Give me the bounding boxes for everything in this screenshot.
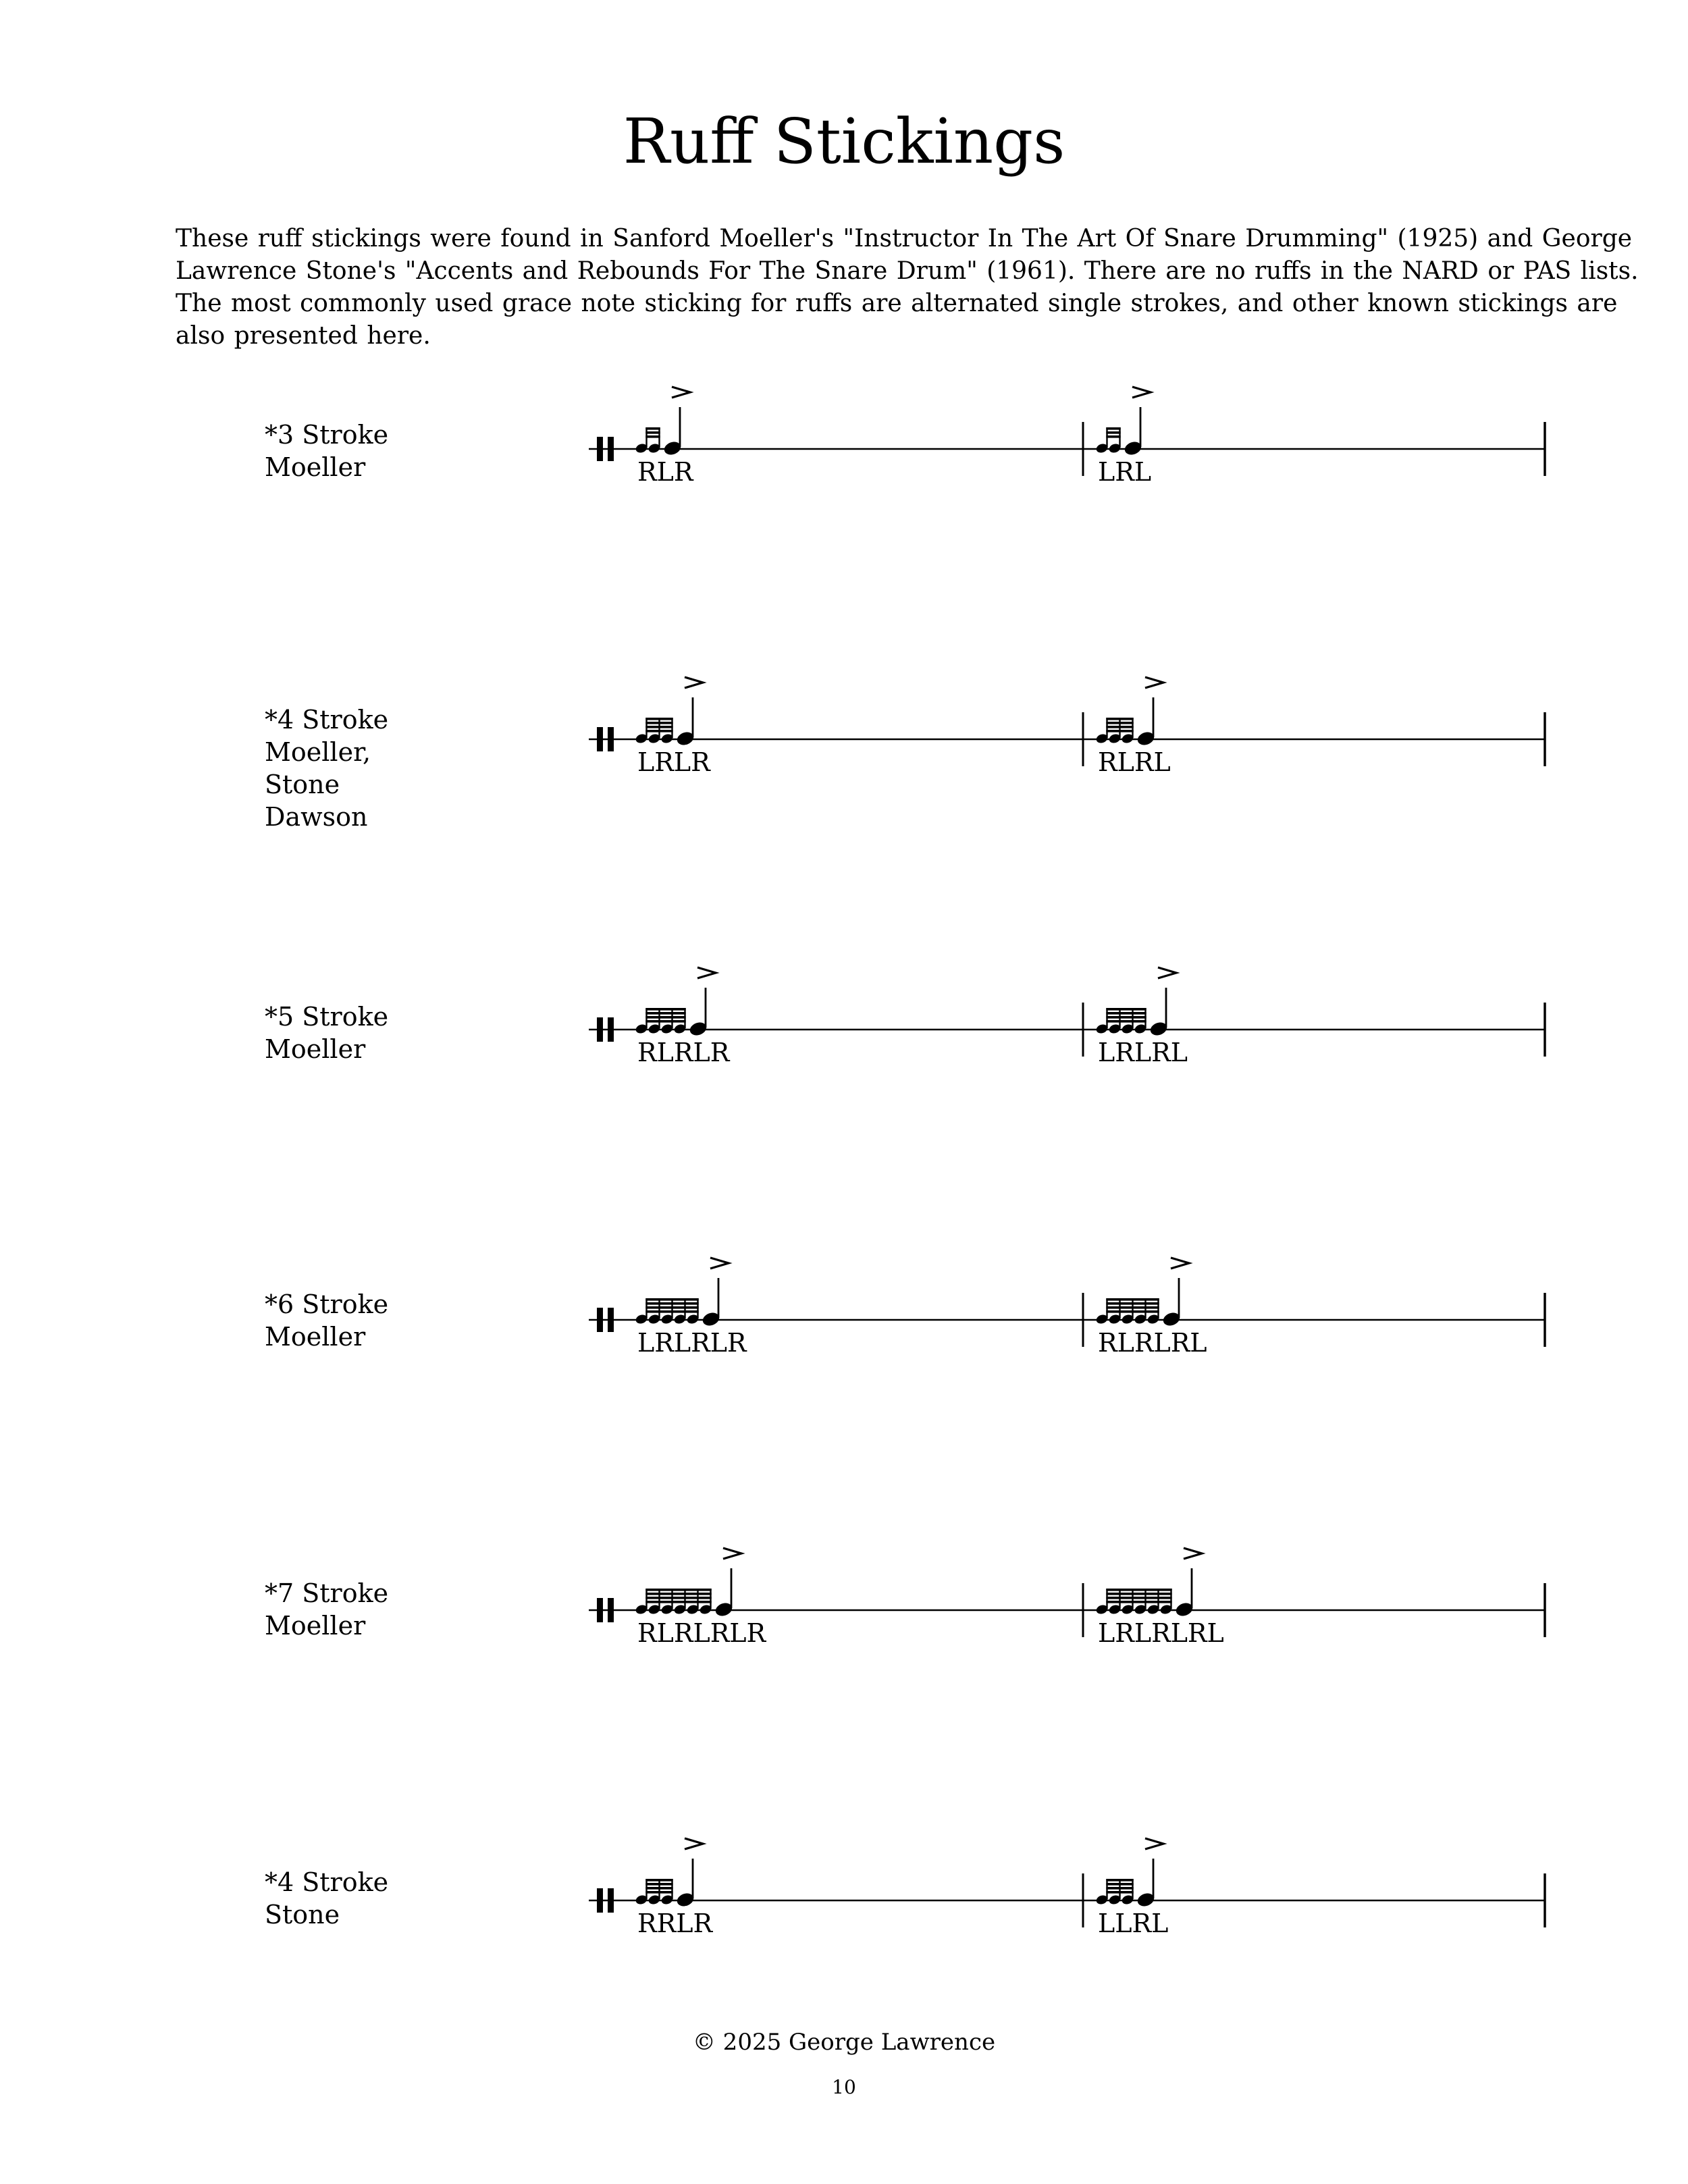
accent-mark (1184, 1548, 1202, 1559)
page-number: 10 (832, 2076, 856, 2098)
percussion-clef (597, 1017, 603, 1042)
accent-mark (1171, 1258, 1189, 1269)
grace-beam (1106, 1012, 1146, 1015)
accent-mark (1145, 677, 1163, 688)
grace-beam (645, 427, 660, 430)
example-label-line: Moeller, (265, 737, 371, 767)
percussion-clef (608, 437, 614, 461)
percussion-clef (608, 1888, 614, 1913)
grace-beam (1106, 427, 1120, 430)
grace-beam (645, 1302, 698, 1305)
percussion-clef (608, 1598, 614, 1622)
sticking-text: LLRL (1098, 1909, 1169, 1938)
grace-beam (1106, 1306, 1159, 1309)
grace-beam (645, 1593, 711, 1595)
grace-beam (645, 431, 660, 434)
example-label-line: Moeller (265, 1611, 366, 1641)
grace-beam (1106, 431, 1120, 434)
grace-beam (645, 1601, 711, 1603)
grace-beam (645, 1008, 685, 1011)
staff-row (589, 1258, 1545, 1358)
grace-beam (1106, 1589, 1171, 1591)
grace-beam (1106, 1883, 1133, 1886)
example-label-line: Stone (265, 1900, 340, 1929)
example-label-line: *7 Stroke (265, 1578, 389, 1608)
example-label-line: *6 Stroke (265, 1289, 389, 1319)
accent-mark (710, 1258, 729, 1269)
staff-row (589, 967, 1545, 1067)
grace-beam (645, 1891, 672, 1894)
accent-mark (672, 387, 690, 398)
staff-row (589, 1838, 1545, 1938)
example-label-line: *5 Stroke (265, 1002, 389, 1032)
percussion-clef (608, 1308, 614, 1332)
sticking-text: LRLRLRL (1098, 1618, 1224, 1648)
percussion-clef (597, 1308, 603, 1332)
grace-beam (1106, 1601, 1171, 1603)
grace-beam (1106, 1879, 1133, 1882)
grace-beam (1106, 1593, 1171, 1595)
grace-beam (645, 730, 672, 733)
staff-row (589, 387, 1545, 487)
accent-mark (685, 1838, 703, 1849)
accent-mark (1158, 967, 1176, 978)
percussion-clef (597, 1598, 603, 1622)
grace-beam (645, 1310, 698, 1313)
staff-row (589, 1548, 1545, 1648)
grace-beam (1106, 1302, 1159, 1305)
accent-mark (1132, 387, 1151, 398)
accent-mark (685, 677, 703, 688)
accent-mark (723, 1548, 741, 1559)
grace-beam (645, 1879, 672, 1882)
grace-beam (645, 1016, 685, 1019)
sticking-text: LRLRL (1098, 1038, 1188, 1067)
grace-beam (1106, 726, 1133, 728)
copyright-footer: © 2025 George Lawrence (692, 2029, 996, 2056)
grace-beam (1106, 1016, 1146, 1019)
grace-beam (645, 726, 672, 728)
percussion-clef (608, 1017, 614, 1042)
sticking-text: RLRL (1098, 747, 1171, 777)
sticking-text: RLR (637, 457, 693, 487)
accent-mark (1145, 1838, 1163, 1849)
percussion-clef (597, 437, 603, 461)
sticking-text: LRLRLR (637, 1328, 747, 1358)
percussion-clef (597, 1888, 603, 1913)
percussion-clef (597, 727, 603, 751)
grace-beam (645, 1887, 672, 1890)
grace-beam (1106, 718, 1133, 720)
example-label-line: Moeller (265, 1034, 366, 1064)
grace-beam (1106, 730, 1133, 733)
grace-beam (1106, 1008, 1146, 1011)
sticking-text: RLRLRL (1098, 1328, 1207, 1358)
example-label-line: Dawson (265, 802, 368, 832)
example-label-line: Stone (265, 770, 340, 799)
grace-beam (645, 718, 672, 720)
example-label-line: *4 Stroke (265, 1867, 389, 1897)
grace-beam (1106, 722, 1133, 724)
example-label-line: *3 Stroke (265, 420, 389, 450)
grace-beam (1106, 1020, 1146, 1023)
intro-paragraph: These ruff stickings were found in Sanford Moeller's "Instructor In The Art Of Snare Drumming" (1925) and George Lawrence Stone's "Accents and Rebounds For The Snare Drum" (1961). There are no ruffs in the NARD or PAS lists. The most commonly used grace note sticking for ruffs are alternated single strokes, and other known stickings are also presented here. (176, 225, 1639, 350)
grace-beam (1106, 1891, 1133, 1894)
staff-row (589, 677, 1545, 777)
grace-beam (645, 1589, 711, 1591)
page-title: Ruff Stickings (623, 105, 1065, 178)
grace-beam (645, 722, 672, 724)
accent-mark (697, 967, 716, 978)
grace-beam (1106, 1597, 1171, 1599)
grace-beam (645, 1883, 672, 1886)
sticking-text: LRLR (637, 747, 710, 777)
example-label-line: Moeller (265, 1322, 366, 1352)
grace-beam (645, 1020, 685, 1023)
grace-beam (645, 1012, 685, 1015)
grace-beam (1106, 1298, 1159, 1301)
example-label-line: *4 Stroke (265, 705, 389, 735)
example-label-line: Moeller (265, 452, 366, 482)
grace-beam (1106, 1887, 1133, 1890)
grace-beam (645, 1597, 711, 1599)
grace-beam (645, 1298, 698, 1301)
sticking-text: RLRLR (637, 1038, 730, 1067)
sticking-text: RRLR (637, 1909, 713, 1938)
grace-beam (1106, 435, 1120, 438)
grace-beam (645, 435, 660, 438)
sticking-text: LRL (1098, 457, 1152, 487)
grace-beam (645, 1306, 698, 1309)
sticking-text: RLRLRLR (637, 1618, 766, 1648)
grace-beam (1106, 1310, 1159, 1313)
percussion-clef (608, 727, 614, 751)
